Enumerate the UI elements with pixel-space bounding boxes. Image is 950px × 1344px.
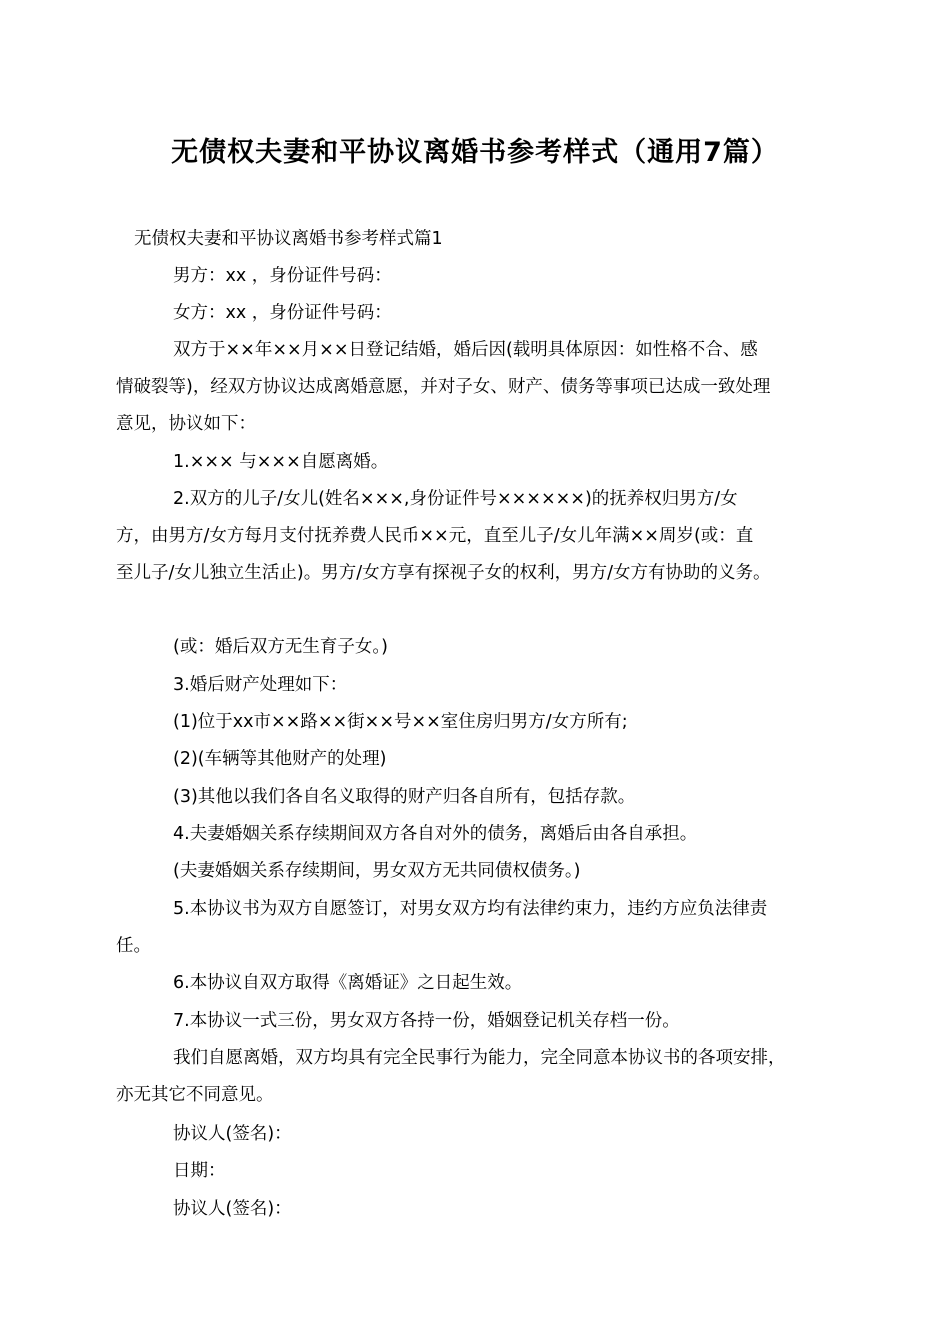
clause-line: 7.本协议一式三份，男女双方各持一份，婚姻登记机关存档一份。 xyxy=(173,1011,680,1031)
clause-line: 1.××× 与×××自愿离婚。 xyxy=(173,452,389,472)
signature-line: 协议人(签名)： xyxy=(173,1124,292,1144)
clause-line: (夫妻婚姻关系存续期间，男女双方无共同债权债务。) xyxy=(173,861,581,881)
clause-line: 2.双方的儿子/女儿(姓名×××,身份证件号××××××)的抚养权归男方/女 xyxy=(173,489,738,509)
document-title: 无债权夫妻和平协议离婚书参考样式（通用7篇） xyxy=(171,137,779,168)
clause-line: (2)(车辆等其他财产的处理) xyxy=(173,749,387,769)
clause-line: 任。 xyxy=(116,936,151,956)
clause-line: 方，由男方/女方每月支付抚养费人民币××元，直至儿子/女儿年满××周岁(或：直 xyxy=(116,526,754,546)
paragraph-line: 双方于××年××月××日登记结婚，婚后因(载明具体原因：如性格不合、感 xyxy=(173,340,758,360)
paragraph-line: 亦无其它不同意见。 xyxy=(116,1085,274,1105)
clause-line: 3.婚后财产处理如下： xyxy=(173,675,348,695)
clause-line: (3)其他以我们各自名义取得的财产归各自所有，包括存款。 xyxy=(173,787,636,807)
paragraph-line: 情破裂等)，经双方协议达成离婚意愿，并对子女、财产、债务等事项已达成一致处理 xyxy=(116,377,771,397)
clause-line: 6.本协议自双方取得《离婚证》之日起生效。 xyxy=(173,973,523,993)
female-party-line: 女方：xx ，身份证件号码： xyxy=(173,303,392,323)
section-heading: 无债权夫妻和平协议离婚书参考样式篇1 xyxy=(134,229,443,249)
clause-line: (或：婚后双方无生育子女。) xyxy=(173,637,388,657)
clause-line: 5.本协议书为双方自愿签订，对男女双方均有法律约束力，违约方应负法律责 xyxy=(173,899,768,919)
paragraph-line: 我们自愿离婚，双方均具有完全民事行为能力，完全同意本协议书的各项安排， xyxy=(173,1048,786,1068)
signature-line: 协议人(签名)： xyxy=(173,1199,292,1219)
clause-line: (1)位于xx市××路××街××号××室住房归男方/女方所有; xyxy=(173,712,628,732)
male-party-line: 男方：xx ，身份证件号码： xyxy=(173,266,392,286)
date-line: 日期： xyxy=(173,1161,226,1181)
paragraph-line: 意见，协议如下： xyxy=(116,414,256,434)
clause-line: 至儿子/女儿独立生活止)。男方/女方享有探视子女的权利，男方/女方有协助的义务。 xyxy=(116,563,771,583)
clause-line: 4.夫妻婚姻关系存续期间双方各自对外的债务，离婚后由各自承担。 xyxy=(173,824,698,844)
